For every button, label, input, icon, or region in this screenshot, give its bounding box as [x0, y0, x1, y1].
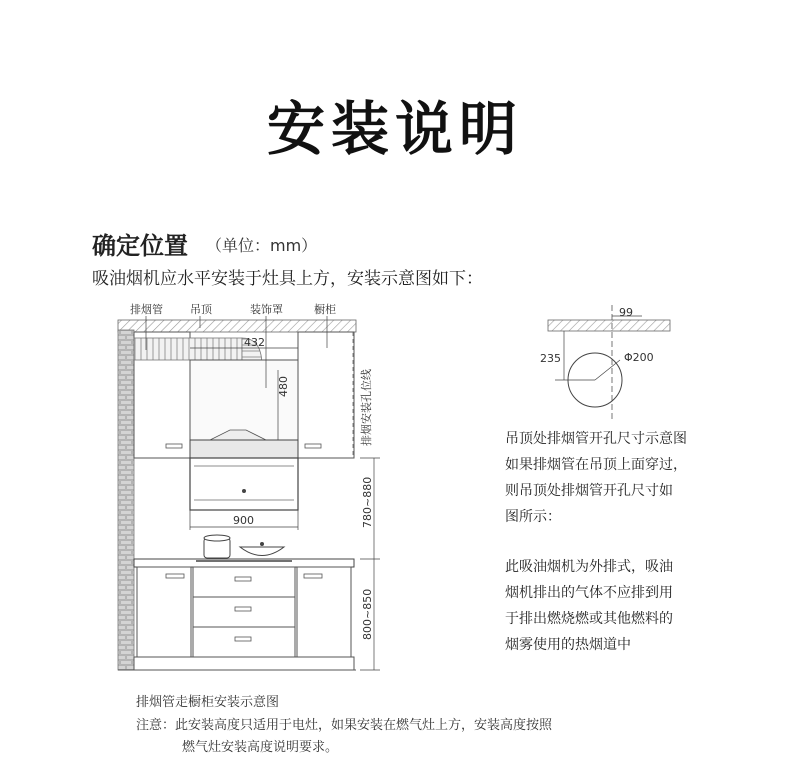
dim-hood-height: 780~880 — [361, 476, 374, 528]
main-diagram-caption: 排烟管走橱柜安装示意图 — [136, 695, 280, 710]
label-ceiling: 吊顶 — [190, 303, 212, 316]
section-unit: （单位：mm） — [206, 236, 318, 255]
exhaust-note-line: 于排出燃烧燃或其他燃料的 — [505, 611, 673, 627]
hole-caption-line: 图所示： — [505, 509, 561, 525]
hole-caption-line: 吊顶处排烟管开孔尺寸示意图 — [505, 431, 687, 447]
hood-top — [190, 440, 298, 458]
hole-caption — [505, 426, 687, 530]
label-cover: 装饰罩 — [250, 303, 283, 316]
note-line-1: 注意：此安装高度只适用于电灶，如果安装在燃气灶上方，安装高度按照 — [136, 718, 553, 733]
plinth — [134, 657, 354, 670]
upper-cabinet-right — [298, 332, 354, 458]
exhaust-duct-horizontal — [134, 338, 242, 360]
brick-wall — [118, 330, 134, 670]
label-cabinet: 橱柜 — [314, 303, 336, 316]
ceiling-slab — [118, 320, 356, 332]
page-title: 安装说明 — [266, 95, 523, 163]
ceiling-section — [548, 320, 670, 331]
label-hole-line: 排烟安装孔位线 — [360, 369, 373, 446]
dim-432: 432 — [244, 336, 265, 349]
label-duct: 排烟管 — [130, 303, 163, 316]
lower-cabinet-right — [297, 567, 351, 657]
dim-235: 235 — [540, 352, 561, 365]
countertop — [134, 559, 354, 567]
decorative-cover — [190, 360, 298, 440]
note-line-2: 燃气灶安装高度说明要求。 — [182, 740, 339, 755]
exhaust-note — [505, 554, 673, 658]
section-description: 吸油烟机应水平安装于灶具上方，安装示意图如下： — [92, 269, 483, 289]
exhaust-note-line: 烟机排出的气体不应排到用 — [505, 585, 673, 601]
dim-480: 480 — [277, 376, 290, 397]
hole-caption-line: 如果排烟管在吊顶上面穿过， — [505, 457, 687, 473]
lower-cabinet-left — [137, 567, 191, 657]
dim-diameter-200: Φ200 — [624, 351, 654, 364]
section-heading: 确定位置 — [92, 232, 188, 260]
dim-counter-height: 800~850 — [361, 588, 374, 640]
exhaust-note-line: 烟雾使用的热烟道中 — [505, 637, 631, 653]
dim-900: 900 — [233, 514, 254, 527]
hole-caption-line: 则吊顶处排烟管开孔尺寸如 — [505, 483, 673, 499]
dim-99: 99 — [619, 306, 633, 319]
exhaust-note-line: 此吸油烟机为外排式，吸油 — [505, 559, 673, 575]
